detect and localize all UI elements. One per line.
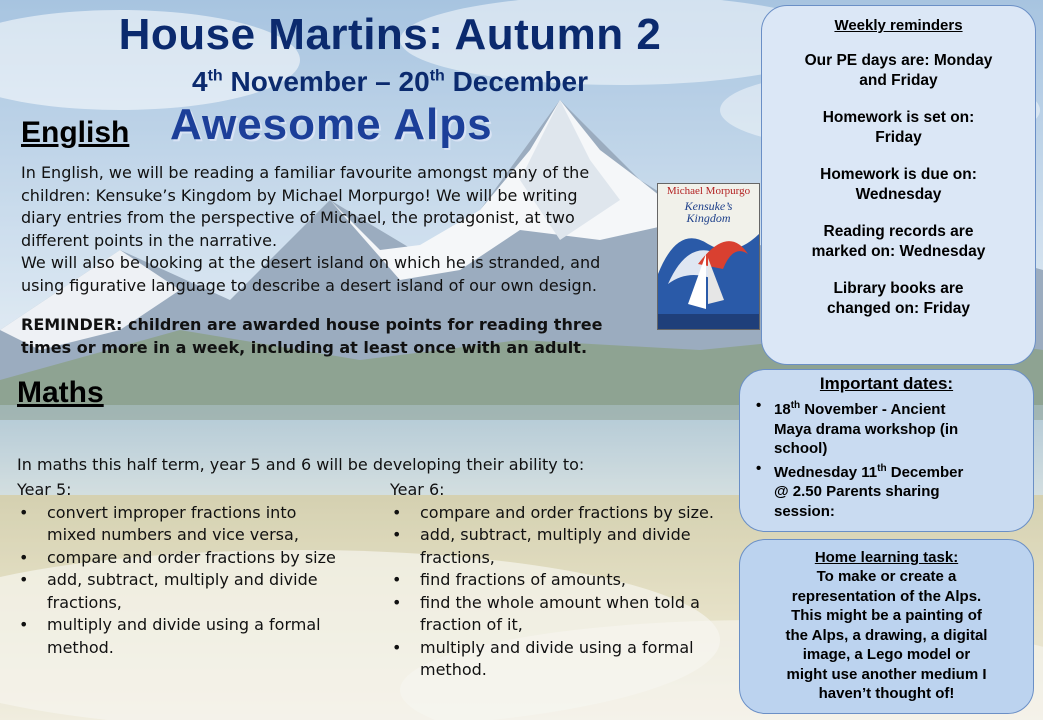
reading-reminder <box>21 314 661 359</box>
reminder-item: Library books are changed on: Friday <box>827 280 970 317</box>
list-item: • compare and order fractions by size <box>17 547 382 570</box>
year6-list <box>390 479 750 682</box>
list-item: • add, subtract, multiply and divide fractions, <box>17 569 382 614</box>
term-dates: 4th November – 20th December <box>192 66 588 97</box>
english-line: In English, we will be reading a familiar favourite amongst many of the <box>21 163 590 182</box>
weekly-reminders-heading: Weekly reminders <box>834 17 963 34</box>
important-dates-list <box>740 396 1033 521</box>
english-line: different points in the narrative. <box>21 230 278 250</box>
year6-items <box>390 502 750 682</box>
list-item: • find the whole amount when told a fraction of it, <box>390 592 750 637</box>
important-dates-panel <box>739 369 1034 532</box>
reminder-item: Reading records are marked on: Wednesday <box>811 223 986 260</box>
english-line: diary entries from the perspective of Michael, the protagonist, at two <box>21 208 575 227</box>
weekly-reminders-panel <box>761 5 1036 365</box>
english-heading: English <box>21 116 130 149</box>
reminder-line: REMINDER: children are awarded house points for reading three <box>21 315 603 334</box>
book-cover-image <box>657 183 760 330</box>
english-paragraph <box>21 162 661 297</box>
reminder-item: Our PE days are: Monday and Friday <box>804 52 993 89</box>
list-item: • multiply and divide using a formal method. <box>17 614 382 659</box>
page-title: House Martins: Autumn 2 <box>118 10 662 59</box>
list-item: • convert improper fractions into mixed numbers and vice versa, <box>17 502 382 547</box>
list-item: • multiply and divide using a formal method. <box>390 637 750 682</box>
english-line: We will also be looking at the desert island on which he is stranded, and <box>21 253 601 272</box>
home-learning-panel <box>739 539 1034 714</box>
maths-intro: In maths this half term, year 5 and 6 will be developing their ability to: <box>17 455 585 474</box>
list-item: • compare and order fractions by size. <box>390 502 750 525</box>
year5-items <box>17 502 382 660</box>
list-item: • Wednesday 11th December @ 2.50 Parents sharing session: <box>740 459 1033 522</box>
book-author: Michael Morpurgo <box>666 185 751 197</box>
home-learning-text: To make or create a representation of the Alps. This might be a painting of the Alps, a drawing, a digital image, a Lego model or might use another medium I haven’t thought of! <box>785 568 988 702</box>
reminder-line: times or more in a week, including at least once with an adult. <box>21 337 588 357</box>
reminder-item: Homework is set on: Friday <box>822 109 975 146</box>
year6-label: Year 6: <box>390 480 445 499</box>
english-line: using figurative language to describe a desert island of our own design. <box>21 275 597 295</box>
reminder-item: Homework is due on: Wednesday <box>820 166 977 203</box>
english-line: children: Kensuke’s Kingdom by Michael Morpurgo! We will be writing <box>21 185 578 205</box>
list-item: • find fractions of amounts, <box>390 569 750 592</box>
home-learning-heading: Home learning task: <box>814 549 959 566</box>
book-title: Kensuke’s Kingdom <box>684 199 733 225</box>
important-dates-heading: Important dates: <box>819 374 954 393</box>
maths-heading: Maths <box>17 376 104 409</box>
list-item: • add, subtract, multiply and divide fractions, <box>390 524 750 569</box>
year5-list <box>17 479 382 659</box>
list-item: • 18th November - Ancient Maya drama workshop (in school) <box>740 396 1033 459</box>
topic-title: Awesome Alps <box>170 100 493 149</box>
year5-label: Year 5: <box>17 480 72 499</box>
